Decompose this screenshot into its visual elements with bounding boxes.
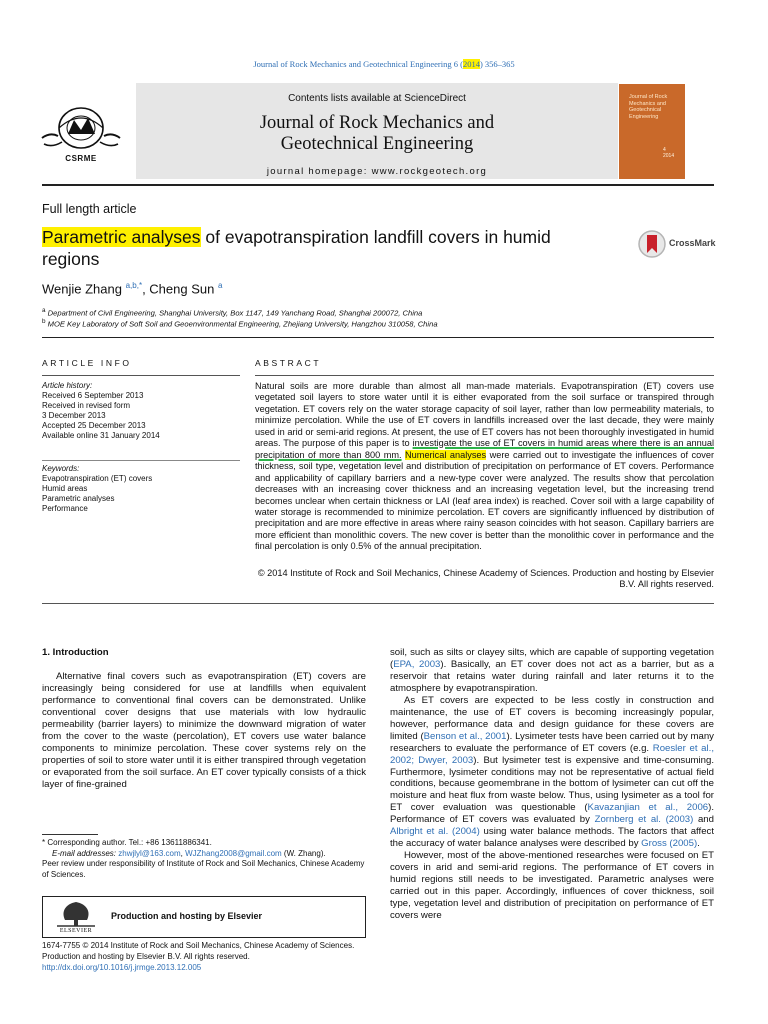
peer-review-note: Peer review under responsibility of Institute of Rock and Soil Mechanics, Chinese Academy of Sciences. (42, 859, 365, 879)
affiliation-b-text: MOE Key Laboratory of Soft Soil and Geoenvironmental Engineering, Zhejiang University, Hangzhou 310058, China (45, 319, 438, 329)
keyword: Evapotranspiration (ET) covers (42, 474, 153, 483)
col2-paragraph-2 (390, 695, 714, 850)
elsevier-logo-text: ELSEVIER (59, 928, 93, 934)
article-type: Full length article (42, 202, 137, 216)
email-sep: , (180, 848, 186, 858)
footnotes (42, 838, 366, 880)
abstract-heading: ABSTRACT (255, 358, 322, 368)
journal-title-line-2: Geotechnical Engineering (280, 134, 474, 154)
affiliation-b (42, 318, 438, 329)
elsevier-tree-icon (49, 900, 103, 928)
abstract-copyright: © 2014 Institute of Rock and Soil Mechanics, Chinese Academy of Sciences. Production and hosting by Elsevier B.V. All rights reserved. (257, 568, 714, 590)
citation-year-highlight: 2014 (462, 59, 480, 69)
text-run: ). But lysimeter test is expensive and time-consuming. Furthermore, lysimeter conditions may not be representative of actual field conditions, because geomembrane in the bottom of lysimeter can cut off the moisture and heat flux from waste below. Thus, using lysimeter as a tool for ET cover evaluation was questionable ( (390, 754, 714, 814)
history-label: Article history: (42, 381, 93, 390)
ref-gross-2005[interactable]: Gross (2005) (641, 838, 698, 850)
journal-cover-thumbnail (619, 84, 685, 179)
cover-year: 2014 (663, 153, 675, 159)
article-history (42, 381, 242, 441)
email-tail: (W. Zhang). (281, 848, 326, 858)
csrme-logo (38, 104, 124, 166)
abstract-part-1: Natural soils are more durable than almost all man-made materials. Evapotranspiration (ET) covers use vegetated soil layers to store water until it is either evaporated from the soil surface or transpired through vegetation. ET covers rely on the water storage capacity of soil layer, rather than low permeability materials, to minimize percolation. While the use of ET covers in landfills increased over the last decade, they were mainly used in arid or semi-arid regions. At present, the use of ET covers has not been thoroughly investigated in humid areas. The purpose of this paper is to (255, 381, 714, 449)
affiliation-b-mark: b (42, 318, 46, 325)
text-run: using water balance methods. The factors that affect the accuracy of water balance analyses were described by (390, 826, 714, 850)
logo-label: CSRME (65, 154, 97, 163)
email-label: E-mail addresses: (52, 848, 119, 858)
cover-title: Journal of Rock Mechanics and Geotechnical Engineering (629, 94, 668, 120)
abstract-text (255, 381, 714, 553)
header-rule (42, 184, 714, 186)
intro-paragraph-1: Alternative final covers such as evapotranspiration (ET) covers are increasingly being considered for use at landfills when equivalent performance to conventional final covers can be demonstrated. Unlike conventional cover designs that use materials with low hydraulic permeability (barrier layers) to minimize the downward migration of water from the cover to the waste (percolation), ET covers use water balance components to minimize percolation. These cover systems rely on the properties of soil to store water until it is either transpired through vegetation or evaporated from the soil surface. An ET cover typically consists of a thick layer of fine-grained (42, 670, 366, 790)
introduction-heading: 1. Introduction (42, 647, 109, 658)
ref-benson-2001[interactable]: Benson et al., 2001 (423, 730, 507, 742)
affiliation-rule (42, 337, 714, 338)
author-1: Wenjie Zhang (42, 281, 126, 297)
body-column-left (42, 647, 366, 790)
article-info-rule (42, 375, 240, 376)
footnote-star: * (42, 838, 46, 847)
footnote-corr-text: Corresponding author. Tel.: +86 13611886341. (45, 838, 212, 847)
text-run: ). Performance of ET covers was evaluated by (390, 802, 714, 826)
text-run: ). Basically, an ET cover does not act as a barrier, but as a reservoir that retains water during rainfall and later returns it to the atmosphere by evapotranspiration. (390, 658, 714, 694)
affiliation-a (42, 307, 422, 318)
body-column-right (390, 647, 714, 922)
corresponding-author-note (42, 838, 366, 849)
affiliation-a-text: Department of Civil Engineering, Shanghai University, Box 1147, 149 Yanchang Road, Shanghai 200072, China (45, 308, 423, 318)
crossmark-badge[interactable] (637, 229, 719, 259)
keyword: Parametric analyses (42, 494, 115, 503)
abstract-bottom-rule (42, 603, 714, 604)
cover-issue-year (663, 147, 674, 159)
keywords-list (42, 464, 242, 514)
issn-copyright: 1674-7755 © 2014 Institute of Rock and Soil Mechanics, Chinese Academy of Sciences. Production and hosting by Elsevier B.V. All rights reserved. (42, 941, 355, 961)
col2-paragraph-1 (390, 647, 714, 695)
journal-citation-line (0, 59, 768, 69)
ref-epa-2003[interactable]: EPA, 2003 (393, 658, 441, 670)
text-run: As ET covers are expected to be less costly in construction and maintenance, the use of ET covers is becoming increasingly popular, however, performance data and design guidance for these covers are limited ( (390, 694, 714, 742)
affiliation-a-mark: a (42, 307, 46, 314)
col2-paragraph-3: However, most of the above-mentioned researches were focused on ET covers in arid and semi-arid regions. The performance of ET covers in humid regions still needs to be investigated. Parametric analyses were carried out in this paper. Accordingly, influences of cover thickness, soil type, vegetation level and distribution of precipitation on performance of ET covers were (390, 850, 714, 921)
abstract-rule (255, 375, 714, 376)
ref-roesler-dwyer[interactable]: Roesler et al., 2002; Dwyer, 2003 (390, 742, 714, 766)
title-highlight: Parametric analyses (42, 227, 201, 247)
keyword: Humid areas (42, 484, 88, 493)
article-title (42, 226, 612, 270)
journal-banner (136, 83, 618, 179)
crossmark-label: CrossMark (669, 238, 716, 248)
elsevier-hosting-box (42, 896, 366, 938)
doi-link[interactable]: http://dx.doi.org/10.1016/j.jrmge.2013.12.005 (42, 963, 202, 972)
abstract-underlined: investigate the use of ET covers in humid areas where there is an annual precipitation of more than 800 mm. (255, 438, 714, 460)
elsevier-hosting-text: Production and hosting by Elsevier (111, 911, 263, 921)
email-link-2[interactable]: WJZhang2008@gmail.com (185, 848, 282, 858)
keywords-label: Keywords: (42, 464, 80, 473)
text-run: and (693, 814, 714, 826)
journal-homepage[interactable]: journal homepage: www.rockgeotech.org (266, 166, 488, 177)
article-info-heading: ARTICLE INFO (42, 358, 132, 368)
ref-zornberg-2003[interactable]: Zornberg et al. (2003) (594, 814, 694, 826)
text-run: ). Lysimeter tests have been carried out by many researchers to evaluate the performance of ET covers (e.g. (390, 730, 714, 754)
ref-albright-2004[interactable]: Albright et al. (2004) (390, 826, 480, 838)
author-2: , Cheng Sun (142, 281, 218, 297)
text-run: . (697, 838, 700, 850)
footnote-rule (42, 834, 98, 835)
author-1-affil[interactable]: a,b, (125, 281, 139, 290)
keyword: Performance (42, 504, 88, 513)
crossmark-icon (637, 229, 667, 259)
abstract-highlight: Numerical analyses (405, 449, 487, 460)
elsevier-logo (49, 900, 103, 936)
cover-issue: 4 (663, 147, 666, 153)
ref-kavazanjian-2006[interactable]: Kavazanjian et al., 2006 (587, 802, 709, 814)
citation-pre: Journal of Rock Mechanics and Geotechnical Engineering 6 ( (253, 59, 463, 69)
journal-title-line-1: Journal of Rock Mechanics and (259, 113, 495, 133)
citation-post: ) 356–365 (479, 59, 515, 69)
text-run: soil, such as silts or clayey silts, which are capable of supporting vegetation ( (390, 647, 714, 670)
contents-available-line: Contents lists available at ScienceDirect (288, 93, 466, 104)
history-item: 3 December 2013 (42, 411, 106, 420)
email-note (42, 849, 366, 860)
abstract-part-2: were carried out to investigate the influences of cover thickness, soil type, vegetation level and distribution of precipitation on performance of ET covers. Performance and applicability of capillary barriers and a new-type cover were analyzed. The results show that percolation decreases with an increasing cover thickness and an increasing vegetation level, but the increasing trend becomes unclear when certain thickness or LAI (leaf area index) is reached. Cover soil with a large capability of water storage is recommended to minimize percolation. ET covers are significantly influenced by distribution of precipitation and are more effective in areas where rainy season coincides with hot season. Capillary barriers are more efficient than monolithic covers. The new cover is better than the monolithic cover in performance and the final percolation is only 0.5% of the annual precipitation. (255, 449, 715, 552)
author-list (42, 281, 222, 296)
corresponding-mark[interactable]: * (138, 281, 143, 290)
history-item: Received 6 September 2013 (42, 391, 144, 400)
history-item: Accepted 25 December 2013 (42, 421, 146, 430)
keywords-rule (42, 460, 240, 461)
title-rest: of evapotranspiration landfill covers in humid regions (42, 227, 551, 269)
journal-title (136, 113, 618, 155)
issn-doi-block (42, 940, 366, 973)
history-item: Available online 31 January 2014 (42, 431, 160, 440)
history-item: Received in revised form (42, 401, 131, 410)
author-2-affil[interactable]: a (217, 281, 223, 290)
email-link-1[interactable]: zhwjlyl@163.com (118, 848, 181, 858)
